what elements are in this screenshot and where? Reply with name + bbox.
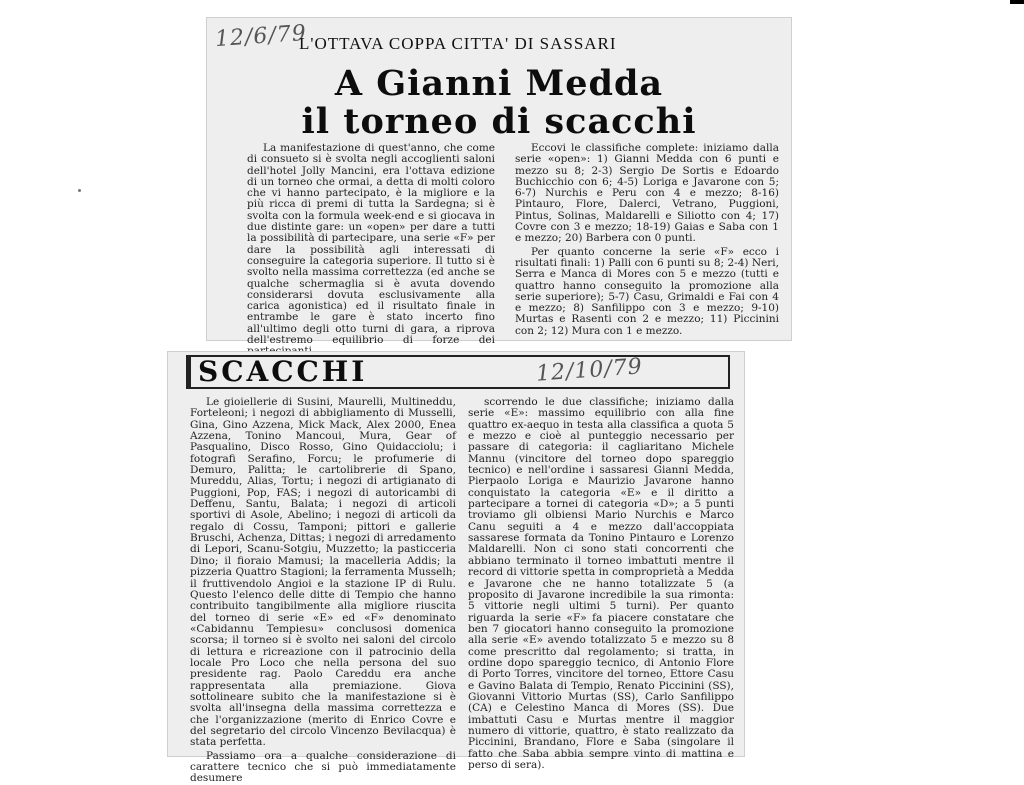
newspaper-clipping-scacchi xyxy=(168,352,744,785)
handwritten-date: 12/6/79 xyxy=(214,20,308,53)
headline-line-1: A Gianni Medda xyxy=(334,63,664,104)
article-kicker: L'OTTAVA COPPA CITTA' DI SASSARI xyxy=(299,34,617,53)
paper-speck xyxy=(78,189,81,192)
article-column-2 xyxy=(468,396,734,771)
headline-line-2: il torneo di scacchi xyxy=(301,101,697,142)
corner-mark xyxy=(1010,0,1024,4)
paragraph: Per quanto concerne la serie «F» ecco i risultati finali: 1) Palli con 6 punti su 8; 2-4) Neri, Serra e Manca di Mores con 5 e mezzo (tutti e quattro hanno conseguito la promozione alla serie superiore); 5-7) Casu, Grimaldi e Fai con 4 e mezzo; 8) Sanfilippo con 3 e mezzo; 9-10) Murtas e Rasenti con 2 e mezzo; 11) Piccinini con 2; 12) Mura con 1 e mezzo. xyxy=(515,245,779,337)
paragraph: Le gioiellerie di Susini, Maurelli, Multineddu, Forteleoni; i negozi di abbigliamento di Musselli, Gina, Gino Azzena, Mick Mack, Alex 2000, Enea Azzena, Tonino Mancoui, Mura, Gear of Pasqualino, Disco Rosso, Gino Quidacciolu; i fotografi Serafino, Forcu; le profumerie di Demuro, Palitta; le cartolibrerie di Spano, Mureddu, Alias, Tortu; i negozi di artigianato di Puggioni, Pop, FAS; i negozi di autoricambi di Deffenu, Santu, Balata; i negozi di articoli sportivi di Asole, Abelino; i negozi di articoli da regalo di Cossu, Tamponi; pittori e gallerie Bruschi, Achenza, Dittas; i negozi di arredamento di Lepori, Scanu-Sotgiu, Muzzetto; la pasticceria Dino; il fioraio Mamusi; la macelleria Addis; la pizzeria Quattro Stagioni; la ferramenta Musselh; il fruttivendolo Angioi e la stazione IP di Rulu. Questo l'elenco delle ditte di Tempio che hanno contribuito tangibilmente alla migliore riuscita del torneo di serie «E» ed «F» denominato «Cabidannu Tempiesu» conclusosi domenica scorsa; il torneo si è svolto nei saloni del circolo di lettura e ricreazione con il patrocinio della locale Pro Loco che nella persona del suo presidente rag. Paolo Careddu era anche rappresentata alla premiazione. Giova sottolineare subito che la manifestazione si è svolta all'insegna della massima correttezza e che l'organizzazione (merito di Enrico Covre e del segretario del circolo Vincenzo Bevilacqua) è stata perfetta. xyxy=(190,396,456,749)
paragraph: Passiamo ora a qualche considerazione di carattere tecnico che si può immediatamente desumere xyxy=(190,749,456,785)
paragraph: scorrendo le due classifiche; iniziamo dalla serie «E»: massimo equilibrio con alla fine quattro ex-aequo in testa alla classifica a quota 5 e mezzo e cioè al punteggio necessario per passare di categoria: il cagliaritano Michele Mannu (vincitore del torneo dopo spareggio tecnico) e nell'ordine i sassaresi Gianni Medda, Pierpaolo Loriga e Maurizio Javarone hanno conquistato la categoria «E» e il diritto a partecipare a tornei di categoria «D»; a 5 punti troviamo gli olbiensi Mario Nurchis e Marco Canu seguiti a 4 e mezzo dall'accoppiata sassarese formata da Tonino Pintauro e Lorenzo Maldarelli. Non ci sono stati concorrenti che abbiano terminato il torneo imbattuti mentre il record di vittorie spetta in comproprietà a Medda e Javarone che ne hanno totalizzate 5 (a proposito di Javarone incredibile la sua rimonta: 5 vittorie negli ultimi 5 turni). Per quanto riguarda la serie «F» fa piacere constatare che ben 7 giocatori hanno conseguito la promozione alla serie «E» avendo totalizzato 5 e mezzo su 8 come prescritto dal regolamento; si tratta, in ordine dopo spareggio tecnico, di Antonio Flore di Porto Torres, vincitore del torneo, Ettore Casu e Gavino Balata di Tempio, Renato Piccinini (SS), Giovanni Vittorio Murtas (SS), Carlo Sanfilippo (CA) e Celestino Manca di Mores (SS). Due imbattuti Casu e Murtas mentre il maggior numero di vittorie, quattro, è stato realizzato da Piccinini, Brandano, Flore e Saba (singolare il fatto che Saba abbia sempre vinto di mattina e perso di sera). xyxy=(468,396,734,771)
article-column-1 xyxy=(190,396,456,785)
handwritten-date: 12/10/79 xyxy=(535,354,644,387)
paragraph: La manifestazione di quest'anno, che come di consueto si è svolta negli accoglienti saloni dell'hotel Jolly Mancini, era l'ottava edizione di un torneo che ormai, a detta di molti coloro che vi hanno partecipato, è la migliore e la più ricca di premi di tutta la Sardegna; si è svolta con la formula week-end e si giocava in due distinte gare: un «open» per dare a tutti la possibilità di partecipare, una serie «F» per dare la possibilità agli interessati di conseguire la categoria superiore. Il tutto si è svolto nella massima correttezza (ed anche se qualche schermaglia si è avuta dovendo considerarsi dovuta esclusivamente alla carica agonistica) ed il risultato finale in entrambe le gare è stato incerto fino all'ultimo degli otto turni di gara, a riprova dell'estremo equilibrio di forze dei xyxy=(247,142,495,347)
newspaper-clipping-torneo xyxy=(207,18,791,347)
paragraph: Eccovi le classifiche complete: iniziamo dalla serie «open»: 1) Gianni Medda con 6 punti e mezzo su 8; 2-3) Sergio De Sortis e Edoardo Buchicchio con 6; 4-5) Loriga e Javarone con 5; 6-7) Nurchis e Peru con 4 e mezzo; 8-16) Pintauro, Flore, Dalerci, Vetrano, Puggioni, Pintus, Solinas, Maldarelli e Siliotto con 4; 17) Covre con 3 e mezzo; 18-19) Gaias e Saba con 1 e mezzo; 20) Barbera con 0 punti. xyxy=(515,142,779,245)
section-title: SCACCHI xyxy=(198,355,368,388)
article-column-2 xyxy=(515,143,779,339)
article-column-1 xyxy=(247,142,495,347)
